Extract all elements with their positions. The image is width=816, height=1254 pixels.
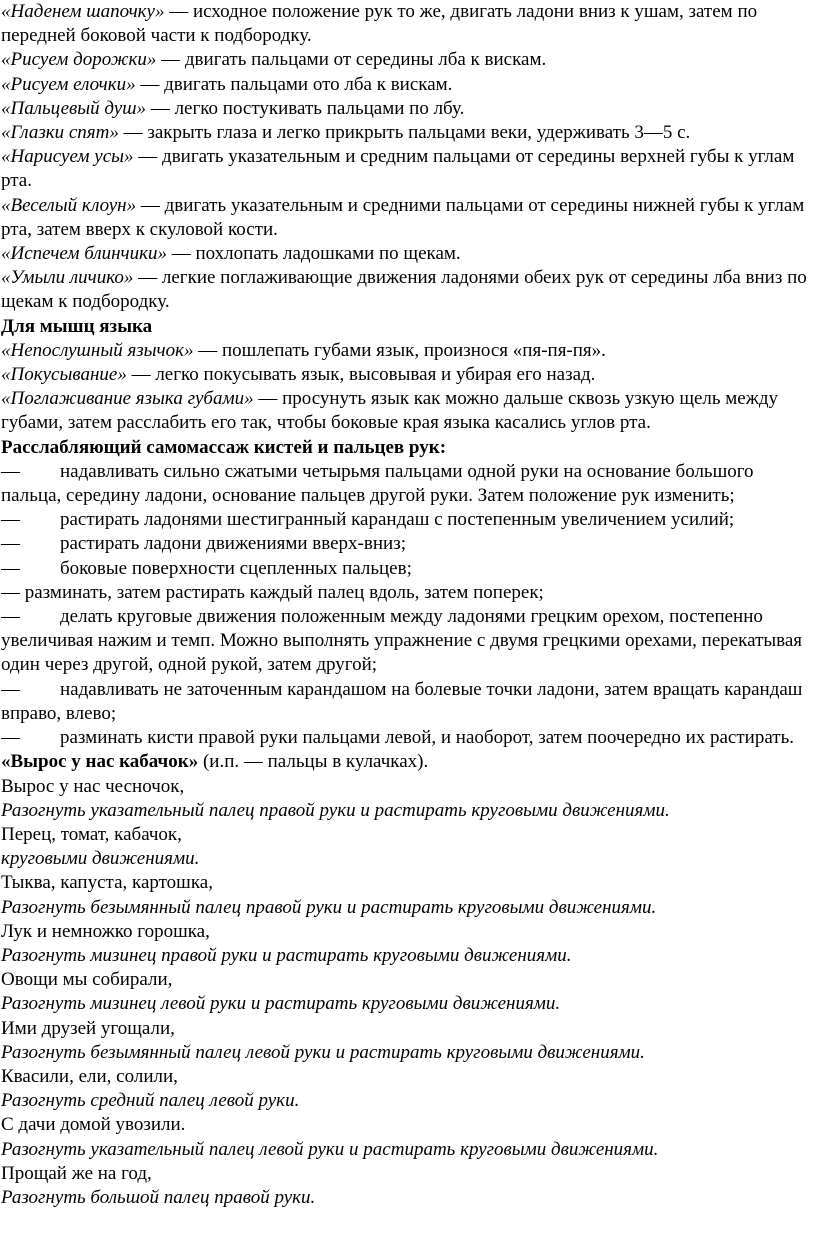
exercise-name: «Непослушный язычок» [1, 339, 194, 361]
exercise-description: — закрыть глаза и легко прикрыть пальцами веки, удерживать 3—5 с. [118, 122, 691, 144]
list-item-text: растирать ладонями шестигранный карандаш с постепенным увеличением усилий; [60, 509, 735, 531]
dash-marker: — [1, 727, 20, 749]
list-item [1, 508, 810, 532]
poem-action: Разогнуть мизинец правой руки и растирать круговыми движениями. [1, 944, 572, 966]
poem-line: Ими друзей угощали, [1, 1017, 175, 1039]
exercise-item [1, 48, 810, 72]
poem-action: Разогнуть большой палец правой руки. [1, 1186, 316, 1208]
list-item [1, 678, 810, 726]
exercise-description: — двигать указательным и средними пальцами от середины нижней губы к углам рта, затем вверх к скуловой кости. [1, 194, 805, 240]
exercise-description: — просунуть язык как можно дальше сквозь узкую щель между губами, затем расслабить его так, чтобы боковые края языка касались углов рта. [1, 388, 779, 434]
exercise-name: «Рисуем елочки» [1, 73, 136, 95]
poem-line: Перец, томат, кабачок, [1, 823, 182, 845]
poem-action: круговыми движениями. [1, 848, 200, 870]
exercise-name: «Поглаживание языка губами» [1, 388, 254, 410]
list-item-text: надавливать не заточенным карандашом на болевые точки ладони, затем вращать карандаш вправо, влево; [1, 678, 803, 724]
exercise-item [1, 363, 810, 387]
exercise-item [1, 145, 810, 193]
dash-marker: — [1, 606, 20, 628]
exercise-description: — исходное положение рук то же, двигать ладони вниз к ушам, затем по передней боковой части к подбородку. [1, 1, 758, 47]
exercise-description: — похлопать ладошками по щекам. [166, 243, 461, 265]
exercise-name: «Наденем шапочку» [1, 1, 165, 22]
list-item-text: растирать ладони движениями вверх-вниз; [60, 533, 406, 555]
poem-line: Квасили, ели, солили, [1, 1065, 178, 1087]
exercise-name: «Веселый клоун» [1, 194, 137, 216]
poem-action: Разогнуть средний палец левой руки. [1, 1090, 300, 1112]
dash-marker: — [1, 678, 20, 700]
poem-title-note: (и.п. — пальцы в кулачках). [198, 751, 429, 773]
poem-line: Вырос у нас чесночок, [1, 775, 185, 797]
poem-line: С дачи домой увозили. [1, 1114, 186, 1136]
exercise-description: — пошлепать губами язык, произнося «пя-пя-пя». [193, 339, 606, 361]
list-item-text: надавливать сильно сжатыми четырьмя пальцами одной руки на основание большого пальца, середину ладони, основание пальцев другой руки. Затем положение рук изменить; [1, 460, 754, 507]
hand-massage-list [1, 460, 810, 750]
poem-line: Прощай же на год, [1, 1162, 152, 1184]
exercise-name: «Рисуем дорожки» [1, 49, 157, 71]
poem [1, 775, 810, 1211]
exercise-description: — двигать пальцами ото лба к вискам. [135, 73, 453, 95]
dash-marker: — [1, 533, 20, 555]
list-item [1, 557, 810, 581]
exercise-item [1, 339, 810, 363]
exercise-item [1, 242, 810, 266]
exercise-item [1, 387, 810, 435]
poem-action: Разогнуть безымянный палец правой руки и растирать круговыми движениями. [1, 896, 657, 918]
exercise-description: — двигать указательным и средним пальцами от середины верхней губы к углам рта. [1, 146, 795, 192]
exercise-name: «Испечем блинчики» [1, 243, 167, 265]
section-heading-hands: Расслабляющий самомассаж кистей и пальцев рук: [1, 436, 447, 458]
dash-marker: — [1, 509, 20, 531]
dash-marker: — [1, 581, 20, 603]
poem-action: Разогнуть указательный палец правой руки и растирать круговыми движениями. [1, 799, 670, 821]
poem-line: Тыква, капуста, картошка, [1, 872, 213, 894]
dash-marker: — [1, 460, 20, 482]
exercise-item [1, 97, 810, 121]
exercise-description: — легкие поглаживающие движения ладонями обеих рук от середины лба вниз по щекам к подбородку. [1, 267, 807, 313]
list-item [1, 460, 810, 508]
poem-action: Разогнуть указательный палец левой руки и растирать круговыми движениями. [1, 1138, 659, 1160]
poem-line: Лук и немножко горошка, [1, 920, 210, 942]
exercise-name: «Умыли личико» [1, 267, 134, 289]
exercise-item [1, 0, 810, 48]
exercise-description: — двигать пальцами от середины лба к вискам. [156, 49, 547, 71]
list-item-text: делать круговые движения положенным между ладонями грецким орехом, постепенно увеличивая нажим и темп. Можно выполнять упражнение с двумя грецкими орехами, перекатывая один через другой, одной рукой, затем другой; [1, 606, 803, 676]
exercise-name: «Пальцевый душ» [1, 97, 147, 119]
exercise-item [1, 266, 810, 314]
list-item [1, 532, 810, 556]
exercise-name: «Глазки спят» [1, 122, 119, 144]
exercise-item [1, 121, 810, 145]
list-item-text: разминать, затем растирать каждый палец вдоль, затем поперек; [24, 581, 544, 603]
dash-marker: — [1, 557, 20, 579]
poem-title-line [1, 750, 810, 774]
list-item-text: боковые поверхности сцепленных пальцев; [60, 557, 412, 579]
exercise-description: — легко постукивать пальцами по лбу. [146, 97, 465, 119]
exercise-description: — легко покусывать язык, высовывая и убирая его назад. [126, 364, 596, 386]
section-heading-tongue: Для мышц языка [1, 315, 153, 337]
poem-action: Разогнуть мизинец левой руки и растирать круговыми движениями. [1, 993, 561, 1015]
tongue-exercises [1, 339, 810, 436]
face-exercises [1, 0, 810, 315]
exercise-name: «Нарисуем усы» [1, 146, 134, 168]
poem-title: «Вырос у нас кабачок» [1, 751, 199, 773]
list-item [1, 605, 810, 678]
list-item [1, 726, 810, 750]
exercise-item [1, 194, 810, 242]
list-item-text: разминать кисти правой руки пальцами левой, и наоборот, затем поочередно их растирать. [60, 727, 794, 749]
poem-line: Овощи мы собирали, [1, 969, 173, 991]
poem-action: Разогнуть безымянный палец левой руки и растирать круговыми движениями. [1, 1041, 645, 1063]
exercise-name: «Покусывание» [1, 364, 127, 386]
list-item [1, 581, 810, 605]
exercise-item [1, 73, 810, 97]
